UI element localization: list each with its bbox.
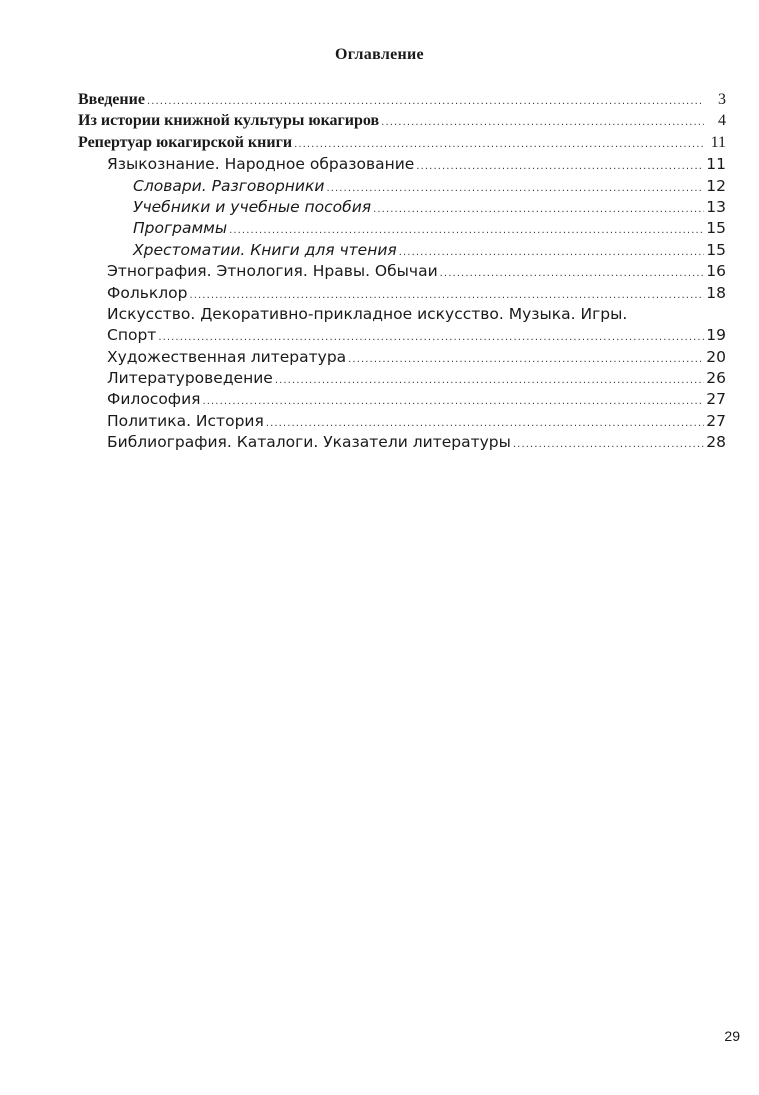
toc-entry-label: Программы bbox=[133, 219, 228, 238]
toc-entry[interactable] bbox=[78, 91, 726, 112]
dot-leader bbox=[229, 225, 704, 236]
toc-entry-page: 3 bbox=[718, 91, 726, 108]
toc-entry-page: 15 bbox=[706, 240, 726, 259]
toc-entry-page: 16 bbox=[706, 262, 726, 281]
toc-entry[interactable] bbox=[78, 112, 726, 133]
toc-entry[interactable] bbox=[78, 155, 726, 176]
dot-leader bbox=[513, 439, 704, 450]
dot-leader bbox=[294, 139, 704, 150]
toc-entry-label: Словари. Разговорники bbox=[133, 176, 325, 195]
toc-entry-page: 28 bbox=[706, 433, 726, 452]
dot-leader bbox=[381, 117, 704, 128]
dot-leader bbox=[399, 247, 704, 258]
toc-entry[interactable] bbox=[78, 198, 726, 219]
toc-entry-label: Искусство. Декоративно-прикладное искусство. Музыка. Игры. bbox=[107, 304, 628, 323]
toc-entry[interactable] bbox=[78, 284, 726, 305]
toc-entry-page: 20 bbox=[706, 347, 726, 366]
table-of-contents bbox=[78, 91, 726, 455]
toc-entry[interactable] bbox=[78, 219, 726, 240]
toc-entry[interactable] bbox=[78, 241, 726, 262]
toc-entry-label: Политика. История bbox=[107, 411, 264, 430]
toc-entry-label: Философия bbox=[107, 390, 201, 409]
toc-entry-label: Репертуар юкагирской книги bbox=[78, 133, 293, 151]
toc-entry-page: 18 bbox=[706, 283, 726, 302]
dot-leader bbox=[158, 332, 704, 343]
toc-entry[interactable] bbox=[78, 348, 726, 369]
toc-entry-label: Литературоведение bbox=[107, 369, 273, 388]
toc-entry-label: Спорт bbox=[107, 326, 157, 345]
toc-entry-label: Введение bbox=[78, 91, 145, 108]
dot-leader bbox=[147, 96, 704, 107]
page-title: Оглавление bbox=[335, 46, 424, 63]
toc-entry-page: 11 bbox=[706, 155, 726, 174]
toc-entry-label: Художественная литература bbox=[107, 347, 347, 366]
toc-entry-label: Языкознание. Народное образование bbox=[107, 155, 415, 174]
toc-entry-page: 11 bbox=[710, 133, 726, 151]
toc-entry-page: 26 bbox=[706, 369, 726, 388]
dot-leader bbox=[440, 268, 704, 279]
toc-entry-page: 12 bbox=[706, 176, 726, 195]
toc-entry[interactable] bbox=[78, 177, 726, 198]
dot-leader bbox=[326, 183, 704, 194]
dot-leader bbox=[373, 204, 704, 215]
toc-entry[interactable] bbox=[78, 326, 726, 347]
toc-entry[interactable] bbox=[78, 262, 726, 283]
page-number: 29 bbox=[724, 1028, 740, 1044]
toc-entry-label: Этнография. Этнология. Нравы. Обычаи bbox=[107, 262, 438, 281]
dot-leader bbox=[202, 396, 704, 407]
toc-entry-page: 4 bbox=[718, 112, 726, 130]
dot-leader bbox=[416, 161, 704, 172]
toc-entry-page: 15 bbox=[706, 219, 726, 238]
dot-leader bbox=[266, 418, 704, 429]
toc-entry-page: 27 bbox=[706, 411, 726, 430]
toc-entry[interactable] bbox=[78, 412, 726, 433]
toc-entry[interactable] bbox=[78, 134, 726, 155]
dot-leader bbox=[189, 290, 704, 301]
toc-entry-page: 19 bbox=[706, 326, 726, 345]
toc-entry-page: 13 bbox=[706, 197, 726, 216]
toc-entry-label: Хрестоматии. Книги для чтения bbox=[133, 240, 397, 259]
toc-entry[interactable] bbox=[78, 390, 726, 411]
toc-entry-page: 27 bbox=[706, 390, 726, 409]
toc-entry-label: Учебники и учебные пособия bbox=[133, 197, 372, 216]
toc-entry[interactable] bbox=[78, 433, 726, 454]
dot-leader bbox=[275, 375, 704, 386]
toc-entry[interactable] bbox=[78, 369, 726, 390]
toc-entry-label: Библиография. Каталоги. Указатели литературы bbox=[107, 433, 511, 452]
toc-entry[interactable] bbox=[78, 305, 726, 326]
dot-leader bbox=[348, 354, 704, 365]
toc-entry-label: Из истории книжной культуры юкагиров bbox=[78, 112, 380, 130]
toc-entry-label: Фольклор bbox=[107, 283, 188, 302]
